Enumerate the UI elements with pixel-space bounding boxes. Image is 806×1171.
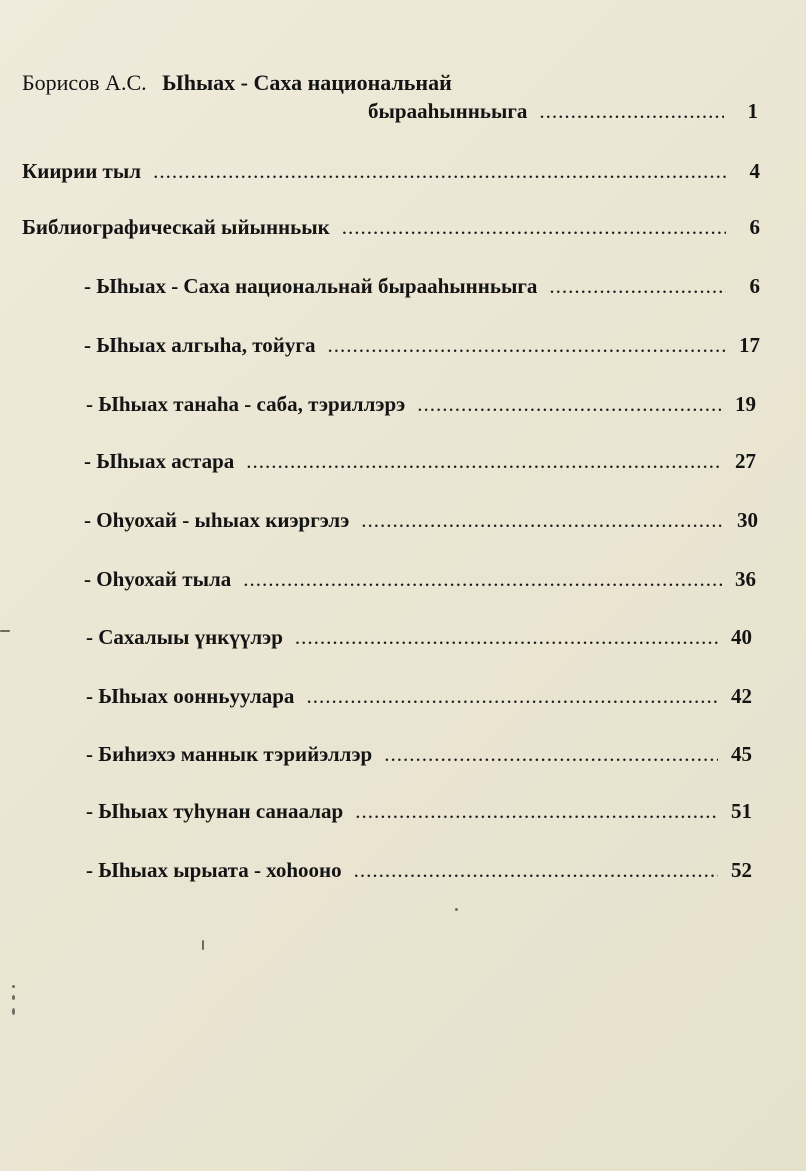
scan-speck — [202, 940, 204, 950]
toc-entry — [22, 158, 760, 184]
dot-leader — [327, 332, 726, 358]
dot-leader — [355, 798, 718, 824]
toc-label: - Биhиэхэ маннык тэрийэллэр — [86, 742, 373, 766]
toc-page-number: 4 — [749, 159, 760, 183]
dot-leader — [153, 158, 726, 184]
toc-entry — [86, 624, 752, 650]
scan-speck — [12, 985, 15, 988]
scan-speck — [12, 1008, 15, 1015]
toc-page-number: 27 — [735, 449, 756, 473]
toc-label: - Ыhыах ырыата - хоhооно — [86, 858, 342, 882]
toc-page-number: 19 — [735, 392, 756, 416]
toc-page-number: 6 — [749, 274, 760, 298]
toc-entry — [84, 448, 756, 474]
toc-label: - Ыhыах астара — [84, 449, 235, 473]
toc-page-number: 45 — [731, 742, 752, 766]
toc-page-number: 30 — [737, 508, 758, 532]
toc-entry — [86, 391, 756, 417]
toc-label: Киирии тыл — [22, 159, 142, 183]
dot-leader — [417, 391, 722, 417]
toc-label: - Оhуохай - ыhыах киэргэлэ — [84, 508, 350, 532]
dot-leader — [384, 741, 718, 767]
toc-label: - Ыhыах оонньуулара — [86, 684, 295, 708]
toc-title: Ыhыах - Саха национальнай — [162, 70, 452, 95]
toc-entry — [86, 798, 752, 824]
toc-entry — [84, 507, 758, 533]
toc-page-number: 1 — [747, 99, 758, 123]
dot-leader — [354, 857, 718, 883]
toc-entry-heading-line1 — [22, 70, 452, 96]
dot-leader — [295, 624, 718, 650]
toc-page-number: 36 — [735, 567, 756, 591]
toc-entry — [22, 214, 760, 240]
toc-entry — [84, 566, 756, 592]
toc-author: Борисов А.С. — [22, 70, 147, 95]
toc-entry — [84, 332, 760, 358]
toc-page-number: 51 — [731, 799, 752, 823]
toc-label: - Ыhыах - Саха национальнай бырааһынньыга — [84, 274, 538, 298]
toc-label: Библиографическай ыйынньык — [22, 215, 330, 239]
dot-leader — [549, 273, 726, 299]
scan-speck — [12, 995, 15, 1000]
toc-entry — [86, 683, 752, 709]
toc-label: бырааһынньыга — [368, 99, 528, 123]
toc-label: - Ыhыах алгыhа, тойуга — [84, 333, 316, 357]
toc-label: - Сахалыы үнкүүлэр — [86, 625, 283, 649]
dot-leader — [539, 98, 724, 124]
toc-page-number: 6 — [749, 215, 760, 239]
toc-page-number: 52 — [731, 858, 752, 882]
dot-leader — [243, 566, 722, 592]
toc-label: - Ыhыах туhунан санаалар — [86, 799, 344, 823]
toc-entry — [84, 273, 760, 299]
toc-entry — [86, 741, 752, 767]
dot-leader — [361, 507, 724, 533]
dot-leader — [342, 214, 726, 240]
toc-page-number: 40 — [731, 625, 752, 649]
toc-page-number: 17 — [739, 333, 760, 357]
scan-speck — [455, 908, 458, 911]
toc-entry-heading-line2 — [368, 98, 758, 124]
toc-entry — [86, 857, 752, 883]
toc-page-number: 42 — [731, 684, 752, 708]
dot-leader — [306, 683, 718, 709]
toc-label: - Оhуохай тыла — [84, 567, 232, 591]
scan-speck — [0, 630, 10, 632]
dot-leader — [246, 448, 722, 474]
toc-label: - Ыhыах танаhа - саба, тэриллэрэ — [86, 392, 406, 416]
